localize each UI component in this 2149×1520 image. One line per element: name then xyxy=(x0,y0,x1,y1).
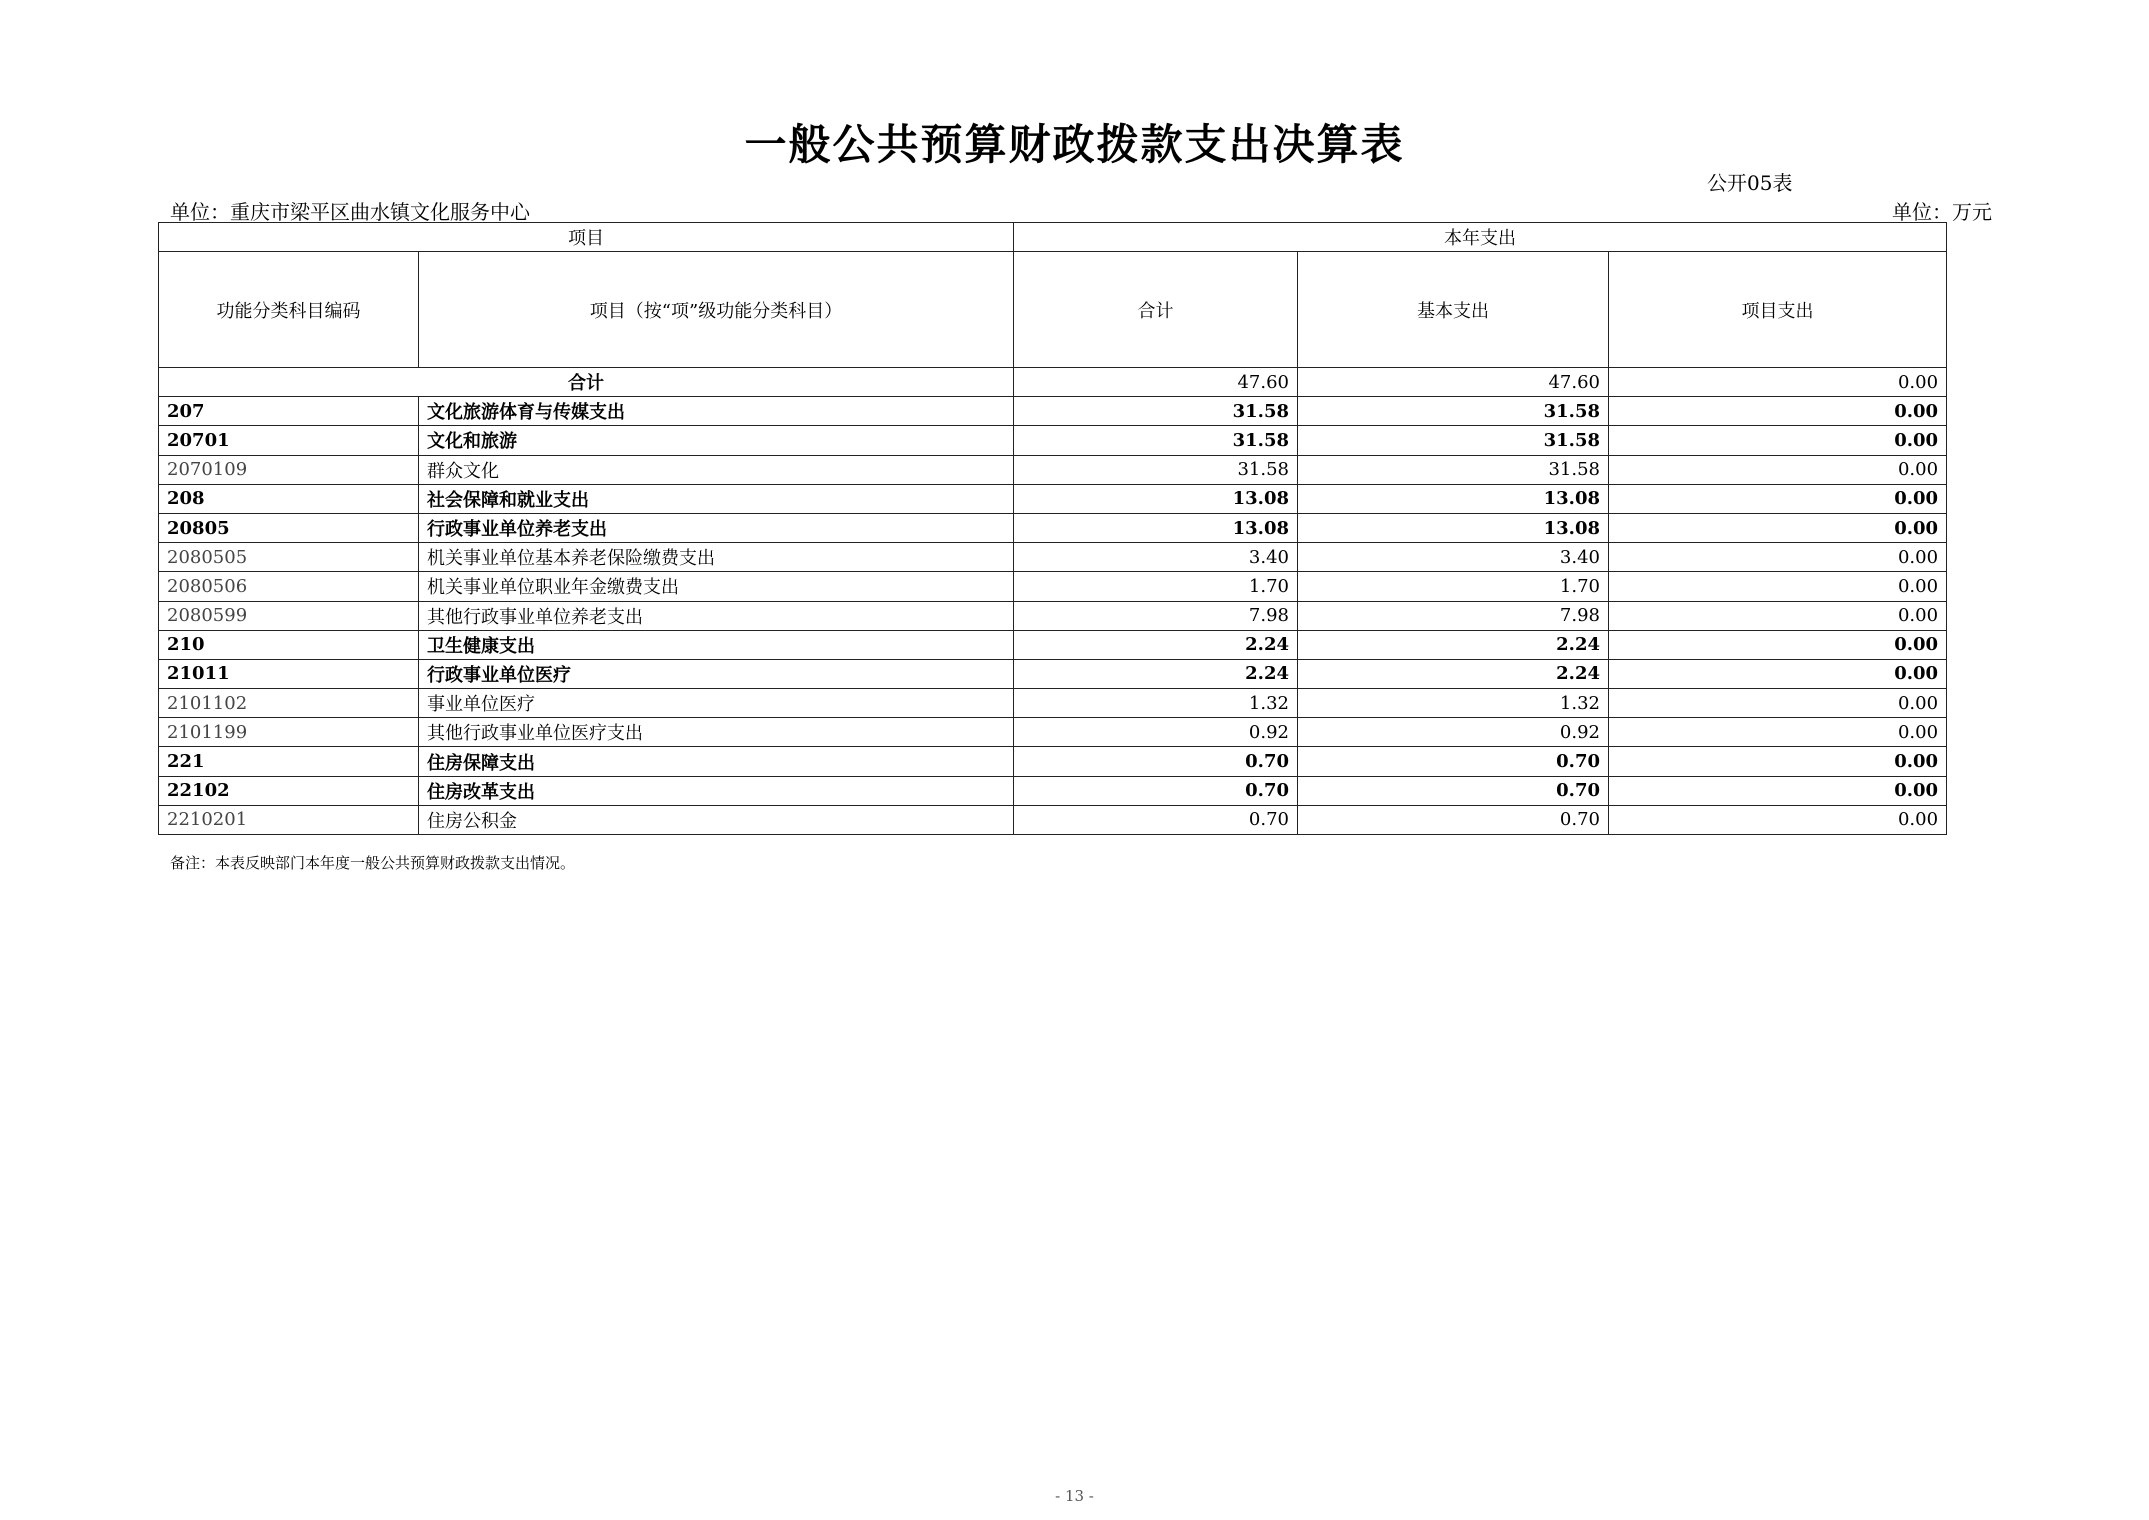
row-total: 0.70 xyxy=(1014,776,1298,805)
row-code: 207 xyxy=(159,397,419,426)
table-row xyxy=(159,484,1947,513)
row-total: 0.92 xyxy=(1014,718,1298,747)
table-row xyxy=(159,572,1947,601)
row-total: 1.32 xyxy=(1014,689,1298,718)
row-code: 2080505 xyxy=(159,543,419,572)
row-code: 2070109 xyxy=(159,455,419,484)
row-basic: 31.58 xyxy=(1298,455,1609,484)
row-project: 0.00 xyxy=(1609,630,1947,659)
table-row xyxy=(159,513,1947,542)
row-name: 机关事业单位职业年金缴费支出 xyxy=(419,572,1014,601)
table-row xyxy=(159,718,1947,747)
row-total: 31.58 xyxy=(1014,455,1298,484)
row-total: 3.40 xyxy=(1014,543,1298,572)
row-code: 2080506 xyxy=(159,572,419,601)
header-row-columns xyxy=(159,252,1947,368)
row-name: 文化旅游体育与传媒支出 xyxy=(419,397,1014,426)
row-basic: 13.08 xyxy=(1298,484,1609,513)
header-group-current-year: 本年支出 xyxy=(1014,223,1947,252)
row-name: 文化和旅游 xyxy=(419,426,1014,455)
table-row xyxy=(159,659,1947,688)
table-row xyxy=(159,426,1947,455)
row-project: 0.00 xyxy=(1609,397,1947,426)
header-name: 项目（按“项”级功能分类科目） xyxy=(419,252,1014,368)
organization-unit: 单位：重庆市梁平区曲水镇文化服务中心 xyxy=(170,200,530,224)
row-code: 21011 xyxy=(159,659,419,688)
table-row xyxy=(159,689,1947,718)
row-code: 20805 xyxy=(159,513,419,542)
table-row xyxy=(159,601,1947,630)
table-row xyxy=(159,805,1947,834)
row-project: 0.00 xyxy=(1609,776,1947,805)
total-project: 0.00 xyxy=(1609,368,1947,397)
row-name: 住房公积金 xyxy=(419,805,1014,834)
row-project: 0.00 xyxy=(1609,718,1947,747)
row-project: 0.00 xyxy=(1609,455,1947,484)
row-code: 208 xyxy=(159,484,419,513)
table-row xyxy=(159,747,1947,776)
table-row xyxy=(159,397,1947,426)
row-name: 卫生健康支出 xyxy=(419,630,1014,659)
row-basic: 2.24 xyxy=(1298,630,1609,659)
row-total: 2.24 xyxy=(1014,630,1298,659)
row-project: 0.00 xyxy=(1609,689,1947,718)
form-number: 公开05表 xyxy=(1707,171,1793,195)
row-code: 2101102 xyxy=(159,689,419,718)
row-project: 0.00 xyxy=(1609,426,1947,455)
total-amount: 47.60 xyxy=(1014,368,1298,397)
row-code: 2080599 xyxy=(159,601,419,630)
row-name: 机关事业单位基本养老保险缴费支出 xyxy=(419,543,1014,572)
row-project: 0.00 xyxy=(1609,572,1947,601)
row-project: 0.00 xyxy=(1609,601,1947,630)
row-total: 31.58 xyxy=(1014,426,1298,455)
row-total: 13.08 xyxy=(1014,513,1298,542)
row-project: 0.00 xyxy=(1609,513,1947,542)
table-note: 备注：本表反映部门本年度一般公共预算财政拨款支出情况。 xyxy=(170,854,576,872)
row-project: 0.00 xyxy=(1609,805,1947,834)
row-total: 1.70 xyxy=(1014,572,1298,601)
row-code: 22102 xyxy=(159,776,419,805)
header-total: 合计 xyxy=(1014,252,1298,368)
row-basic: 0.70 xyxy=(1298,805,1609,834)
row-name: 住房保障支出 xyxy=(419,747,1014,776)
row-total: 13.08 xyxy=(1014,484,1298,513)
row-name: 其他行政事业单位医疗支出 xyxy=(419,718,1014,747)
total-row xyxy=(159,368,1947,397)
table-row xyxy=(159,776,1947,805)
page-title: 一般公共预算财政拨款支出决算表 xyxy=(744,120,1405,169)
header-row-group xyxy=(159,223,1947,252)
row-project: 0.00 xyxy=(1609,659,1947,688)
row-name: 其他行政事业单位养老支出 xyxy=(419,601,1014,630)
row-total: 0.70 xyxy=(1014,805,1298,834)
row-project: 0.00 xyxy=(1609,484,1947,513)
row-basic: 7.98 xyxy=(1298,601,1609,630)
table-row xyxy=(159,455,1947,484)
row-project: 0.00 xyxy=(1609,543,1947,572)
row-basic: 3.40 xyxy=(1298,543,1609,572)
row-name: 住房改革支出 xyxy=(419,776,1014,805)
row-project: 0.00 xyxy=(1609,747,1947,776)
row-basic: 13.08 xyxy=(1298,513,1609,542)
row-name: 事业单位医疗 xyxy=(419,689,1014,718)
table-row xyxy=(159,630,1947,659)
header-project: 项目支出 xyxy=(1609,252,1947,368)
row-code: 2210201 xyxy=(159,805,419,834)
expenditure-table xyxy=(158,222,1947,835)
row-total: 31.58 xyxy=(1014,397,1298,426)
row-total: 0.70 xyxy=(1014,747,1298,776)
row-code: 20701 xyxy=(159,426,419,455)
row-basic: 1.32 xyxy=(1298,689,1609,718)
row-basic: 0.70 xyxy=(1298,747,1609,776)
row-name: 行政事业单位医疗 xyxy=(419,659,1014,688)
row-name: 群众文化 xyxy=(419,455,1014,484)
table-row xyxy=(159,543,1947,572)
row-code: 221 xyxy=(159,747,419,776)
row-total: 2.24 xyxy=(1014,659,1298,688)
row-code: 2101199 xyxy=(159,718,419,747)
row-basic: 2.24 xyxy=(1298,659,1609,688)
row-name: 社会保障和就业支出 xyxy=(419,484,1014,513)
row-total: 7.98 xyxy=(1014,601,1298,630)
page-number: - 13 - xyxy=(1055,1487,1094,1505)
row-code: 210 xyxy=(159,630,419,659)
total-label: 合计 xyxy=(159,368,1014,397)
row-basic: 1.70 xyxy=(1298,572,1609,601)
row-basic: 0.92 xyxy=(1298,718,1609,747)
row-basic: 0.70 xyxy=(1298,776,1609,805)
row-name: 行政事业单位养老支出 xyxy=(419,513,1014,542)
row-basic: 31.58 xyxy=(1298,426,1609,455)
row-basic: 31.58 xyxy=(1298,397,1609,426)
header-group-item: 项目 xyxy=(159,223,1014,252)
total-basic: 47.60 xyxy=(1298,368,1609,397)
header-basic: 基本支出 xyxy=(1298,252,1609,368)
header-code: 功能分类科目编码 xyxy=(159,252,419,368)
currency-unit: 单位：万元 xyxy=(1892,200,1992,224)
